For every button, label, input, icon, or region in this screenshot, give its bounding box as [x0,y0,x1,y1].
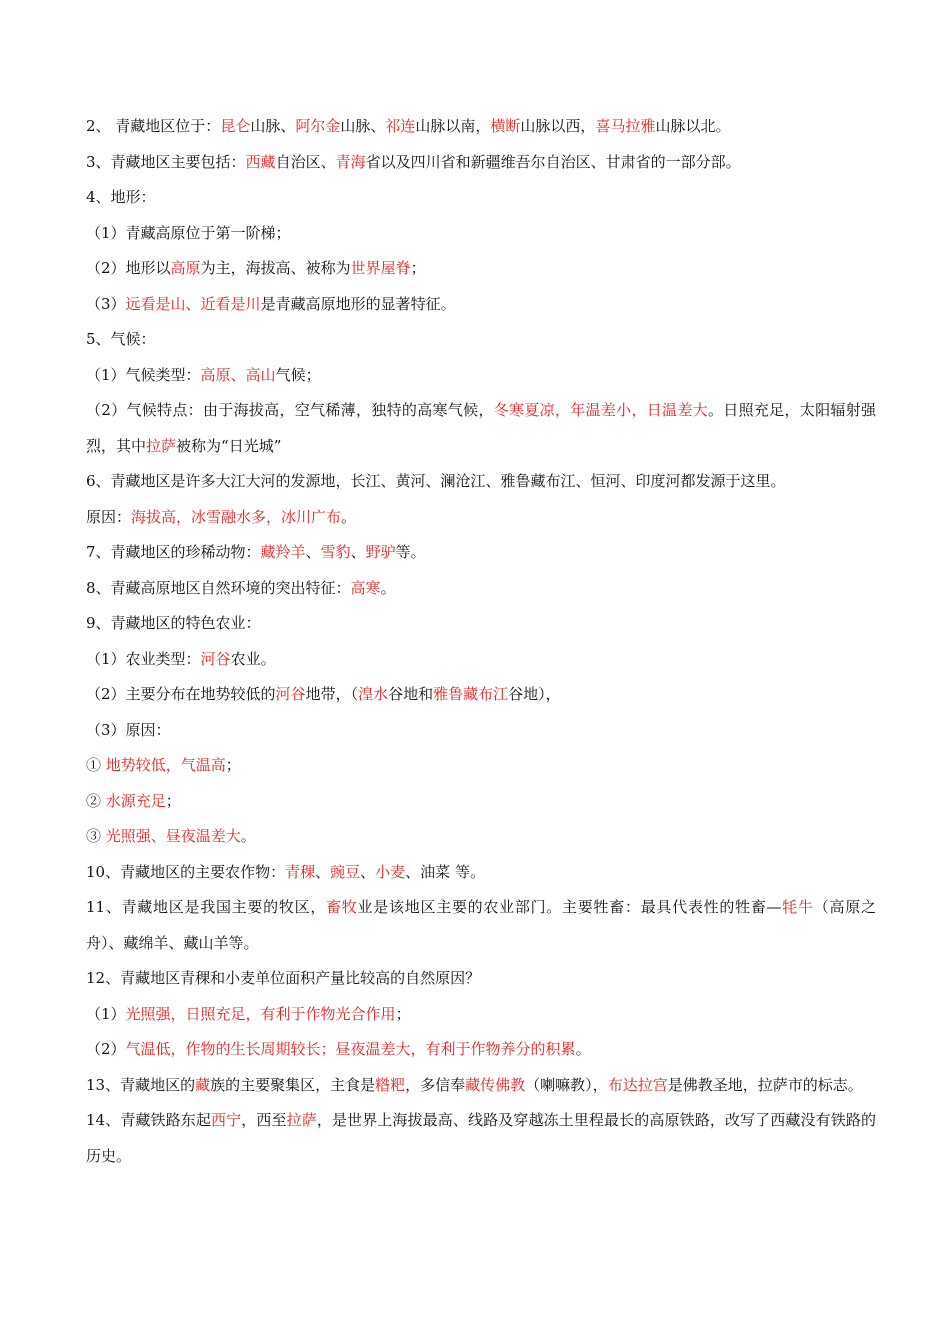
highlighted-term: 拉萨 [146,436,177,455]
highlighted-term: 气温低，作物的生长周期较长；昼夜温差大，有利于作物养分的积累 [125,1040,576,1058]
paragraph-p17 [86,713,876,749]
text-run: 14、青藏铁路东起 [86,1111,212,1129]
text-run: （3） [86,294,126,313]
text-run: ② [86,791,106,810]
text-run: 3、青藏地区主要包括： [86,152,246,171]
highlighted-term: 西藏 [245,152,276,171]
text-run: ； [410,259,426,277]
highlighted-term: 糌粑 [375,1075,406,1094]
paragraph-p21 [86,855,876,891]
paragraph-p4 [86,216,876,252]
highlighted-term: 地势较低，气温高 [105,756,226,774]
highlighted-term: 高原 [170,259,201,277]
text-run: ③ [86,827,106,845]
paragraph-p24 [86,997,876,1033]
highlighted-term: 畜牧 [326,898,358,916]
text-run: 。 [341,507,357,526]
text-run: 10、青藏地区的主要农作物： [86,862,286,881]
text-run: 是佛教圣地，拉萨市的标志。 [667,1075,863,1094]
highlighted-term: 雅鲁藏布江 [433,685,509,703]
highlighted-term: 河谷 [200,649,231,668]
text-run: 山脉、 [340,117,386,135]
text-run: （1）农业类型： [86,649,201,668]
text-run: 5、气候： [86,330,156,348]
highlighted-term: 野驴 [365,543,396,561]
text-run: 山脉以北。 [655,117,731,135]
text-run: 、 [360,862,376,881]
document-body [86,109,876,1174]
text-run: 、 [315,862,331,881]
highlighted-term: 冬寒夏凉，年温差小，日温差大 [493,401,708,419]
paragraph-p10 [86,464,876,500]
paragraph-p8 [86,358,876,394]
text-run: 、 [350,543,366,561]
highlighted-term: 西宁 [211,1111,242,1129]
paragraph-p1 [86,109,876,145]
paragraph-p18 [86,748,876,784]
text-run: 是青藏高原地形的显著特征。 [260,294,456,313]
highlighted-term: 世界屋脊 [350,259,411,277]
highlighted-term: 水源充足 [105,791,166,810]
highlighted-term: 横断 [490,117,521,135]
text-run: 2、 青藏地区位于： [86,117,221,135]
text-run: （1）气候类型： [86,365,201,384]
paragraph-p15 [86,642,876,678]
text-run: （1） [86,1004,126,1023]
text-run: （高原之舟）、藏绵羊、藏山羊等。 [86,898,876,952]
paragraph-p13 [86,571,876,607]
text-run: ，是世界上海拔最高、线路及穿越冻土里程最长的高原铁路，改写了西藏没有铁路的历史。 [86,1111,876,1165]
text-run: 地带，（ [305,685,359,703]
text-run: 谷地）， [508,685,561,703]
highlighted-term: 阿尔金 [295,117,341,135]
text-run: 农业。 [230,649,276,668]
paragraph-p26 [86,1068,876,1104]
text-run: 山脉、 [250,117,296,135]
highlighted-term: 藏 [195,1075,211,1094]
text-run: 省以及四川省和新疆维吾尔自治区、甘肃省的一部分部。 [365,152,741,171]
text-run: 气候； [275,365,321,384]
paragraph-p11 [86,500,876,536]
text-run: （2）气候特点：由于海拔高，空气稀薄，独特的高寒气候， [86,401,494,419]
text-run: 为主，海拔高、被称为 [200,259,351,277]
highlighted-term: 小麦 [375,862,406,881]
text-run: ，西至 [241,1111,287,1129]
text-run: ； [165,791,181,810]
highlighted-term: 海拔高，冰雪融水多，冰川广布 [131,507,342,526]
text-run: 、油菜 等。 [405,862,485,881]
text-run: ； [395,1004,411,1023]
text-run: 原因： [86,507,132,526]
highlighted-term: 祁连 [385,117,416,135]
text-run: 9、青藏地区的特色农业： [86,614,261,632]
highlighted-term: 雪豹 [320,543,351,561]
text-run: 族的主要聚集区，主食是 [210,1075,376,1094]
text-run: 山脉以南， [415,117,491,135]
text-run: 、 [305,543,321,561]
text-run: 12、青藏地区青稞和小麦单位面积产量比较高的自然原因？ [86,969,481,987]
text-run: 8、青藏高原地区自然环境的突出特征： [86,578,351,597]
highlighted-term: 藏羚羊 [260,543,306,561]
text-run: （2） [86,1040,126,1058]
paragraph-p5 [86,251,876,287]
highlighted-term: 河谷 [275,685,306,703]
paragraph-p19 [86,784,876,820]
text-run: （喇嘛教）， [525,1075,608,1094]
text-run: ① [86,756,106,774]
highlighted-term: 布达拉宫 [607,1075,668,1094]
highlighted-term: 拉萨 [286,1111,317,1129]
text-run: 4、地形： [86,188,156,206]
paragraph-p2 [86,145,876,181]
highlighted-term: 牦牛 [781,898,814,916]
highlighted-term: 光照强、昼夜温差大 [105,827,241,845]
text-run: 自治区、 [275,152,336,171]
text-run: （2）地形以 [86,259,171,277]
paragraph-p23 [86,961,876,997]
text-run: 11、青藏地区是我国主要的牧区， [86,898,327,916]
highlighted-term: 湟水 [358,685,389,703]
text-run: ； [225,756,241,774]
text-run: 13、青藏地区的 [86,1075,196,1094]
paragraph-p20 [86,819,876,855]
highlighted-term: 光照强，日照充足，有利于作物光合作用 [125,1004,396,1023]
paragraph-p7 [86,322,876,358]
text-run: ，多信奉 [405,1075,466,1094]
paragraph-p12 [86,535,876,571]
text-run: （1）青藏高原位于第一阶梯； [86,223,291,242]
highlighted-term: 高原、高山 [200,365,276,384]
highlighted-term: 豌豆 [330,862,361,881]
paragraph-p6 [86,287,876,323]
text-run: 。 [380,578,396,597]
highlighted-term: 高寒 [350,578,381,597]
text-run: 6、青藏地区是许多大江大河的发源地，长江、黄河、澜沧江、雅鲁藏布江、恒河、印度河都发源于这里。 [86,472,786,490]
paragraph-p16 [86,677,876,713]
paragraph-p27 [86,1103,876,1174]
text-run: 。日照充足，太阳辐射强烈，其中 [86,401,876,455]
highlighted-term: 青稞 [285,862,316,881]
text-run: 业是该地区主要的农业部门。主要牲畜：最具代表性的牲畜— [357,898,782,916]
highlighted-term: 远看是山、近看是川 [125,294,261,313]
paragraph-p9 [86,393,876,464]
highlighted-term: 喜马拉雅 [595,117,656,135]
text-run: （2）主要分布在地势较低的 [86,685,276,703]
text-run: 谷地和 [388,685,434,703]
text-run: 等。 [395,543,426,561]
paragraph-p3 [86,180,876,216]
text-run: 山脉以西， [520,117,596,135]
text-run: 。 [575,1040,591,1058]
text-run: （3）原因： [86,720,171,739]
paragraph-p14 [86,606,876,642]
highlighted-term: 昆仑 [220,117,251,135]
text-run: 被称为“日光城” [176,436,282,455]
paragraph-p22 [86,890,876,961]
highlighted-term: 青海 [335,152,366,171]
highlighted-term: 藏传佛教 [465,1075,526,1094]
text-run: 7、青藏地区的珍稀动物： [86,543,261,561]
text-run: 。 [240,827,256,845]
paragraph-p25 [86,1032,876,1068]
